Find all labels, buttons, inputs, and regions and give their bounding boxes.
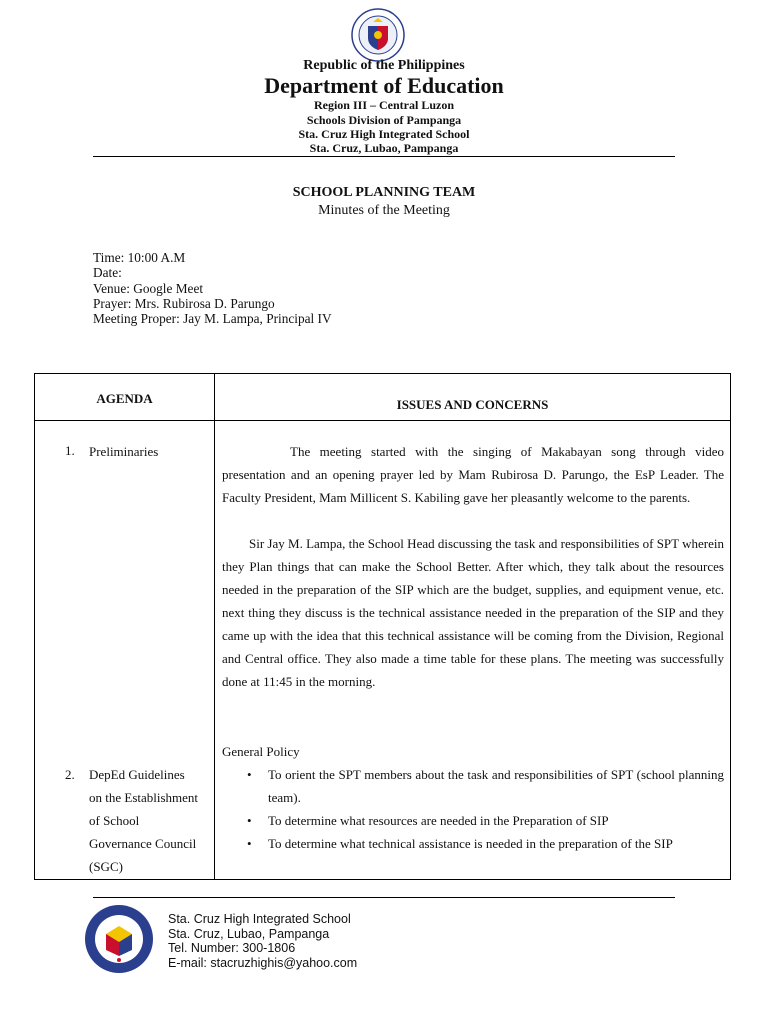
republic-heading: Republic of the Philippines bbox=[303, 58, 465, 73]
policy-bullet: • To orient the SPT members about the task and responsibilities of SPT (school planning team). bbox=[222, 763, 724, 809]
footer-contact bbox=[168, 912, 357, 970]
column-divider bbox=[214, 374, 215, 879]
meeting-prayer: Prayer: Mrs. Rubirosa D. Parungo bbox=[93, 295, 275, 311]
agenda-text-line: (SGC) bbox=[89, 859, 123, 874]
issues-paragraph: The meeting started with the singing of Makabayan song through video presentation and an opening prayer led by Mam Rubirosa D. Parungo, the EsP Leader. The Faculty President, Mam Millicent S. Kabiling gave her pleasantly welcome to the parents. bbox=[222, 444, 724, 505]
policy-bullet: • To determine what technical assistance is needed in the preparation of the SIP bbox=[222, 832, 724, 855]
agenda-text-line: of School bbox=[89, 813, 140, 828]
header-divider bbox=[93, 156, 675, 157]
division-line: Schools Division of Pampanga bbox=[306, 113, 462, 127]
deped-seal-logo bbox=[351, 8, 405, 62]
agenda-table bbox=[34, 373, 731, 880]
bullet-icon: • bbox=[247, 813, 252, 828]
meeting-proper: Meeting Proper: Jay M. Lampa, Principal IV bbox=[93, 311, 332, 327]
agenda-item-deped-guidelines bbox=[89, 763, 211, 878]
policy-bullet: • To determine what resources are needed in the Preparation of SIP bbox=[222, 809, 724, 832]
header-row-divider bbox=[35, 420, 730, 421]
document-subtitle: Minutes of the Meeting bbox=[318, 203, 450, 218]
meeting-time: Time: 10:00 A.M bbox=[93, 250, 186, 265]
agenda-item-number: 2. bbox=[65, 767, 75, 782]
address-line: Sta. Cruz, Lubao, Pampanga bbox=[309, 141, 459, 155]
region-line: Region III – Central Luzon bbox=[313, 98, 454, 112]
meeting-date: Date: bbox=[93, 265, 122, 281]
footer-tel: Tel. Number: 300-1806 bbox=[168, 941, 296, 955]
document-title: SCHOOL PLANNING TEAM bbox=[292, 185, 476, 200]
bullet-icon: • bbox=[247, 767, 252, 782]
meeting-details bbox=[93, 250, 332, 326]
footer-address: Sta. Cruz, Lubao, Pampanga bbox=[168, 926, 330, 941]
bullet-icon: • bbox=[247, 836, 252, 851]
agenda-item-number: 1. bbox=[65, 443, 75, 458]
meeting-venue: Venue: Google Meet bbox=[93, 280, 204, 296]
school-line: Sta. Cruz High Integrated School bbox=[298, 127, 470, 141]
general-policy-heading: General Policy bbox=[222, 744, 300, 759]
policy-bullet-list bbox=[222, 763, 724, 855]
footer-school: Sta. Cruz High Integrated School bbox=[168, 912, 351, 926]
issues-paragraph: Sir Jay M. Lampa, the School Head discussing the task and responsibilities of SPT wherein they Plan things that can make the School Better. After which, they talk about the resources needed in the preparation of the SIP which are the budget, supplies, and equipment venue, etc. next thing they discuss is the technical assistance needed in the preparation of the SIP and they came up with the idea that this technical assistance will be coming from the Division, Regional and Central office. They also made a time table for these plans. The meeting was successfully done at 11:45 in the morning. bbox=[222, 536, 724, 689]
agenda-column-header: AGENDA bbox=[96, 391, 153, 406]
footer-email: E-mail: stacruzhighis@yahoo.com bbox=[168, 955, 358, 970]
department-heading: Department of Education bbox=[264, 73, 504, 98]
agenda-text-line: DepEd Guidelines bbox=[89, 767, 185, 782]
footer-divider bbox=[93, 897, 675, 898]
school-seal-logo bbox=[84, 904, 154, 974]
agenda-item-preliminaries: Preliminaries bbox=[89, 444, 159, 459]
agenda-text-line: Governance Council bbox=[89, 836, 197, 851]
agenda-text-line: on the Establishment bbox=[89, 790, 199, 805]
issues-column-header: ISSUES AND CONCERNS bbox=[396, 397, 549, 412]
